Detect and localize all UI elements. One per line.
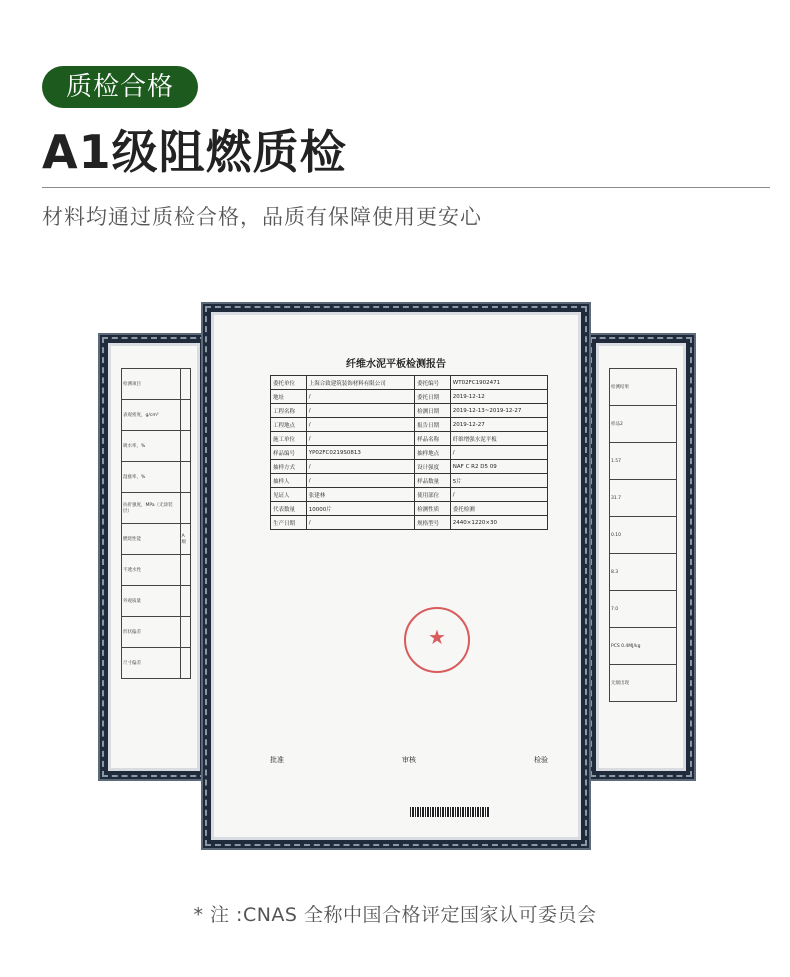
signature-inspect: 检验 [534, 756, 548, 764]
report-cell: 设计强度 [415, 460, 451, 474]
report-cell: 检测性质 [415, 502, 451, 516]
report-cell: 检测日期 [415, 404, 451, 418]
side-right-cell: 0.10 [610, 517, 677, 554]
report-row [271, 488, 548, 502]
side-right-cell: 无烟出现 [610, 665, 677, 702]
divider [42, 187, 770, 188]
side-left-row [122, 369, 191, 400]
signature-approve: 批准 [270, 756, 284, 764]
report-cell: 样品数量 [415, 474, 451, 488]
signature-review: 审核 [402, 756, 416, 764]
report-row [271, 418, 548, 432]
report-cell: / [306, 432, 414, 446]
report-cell: / [306, 418, 414, 432]
certificate-left [98, 333, 210, 781]
report-cell: 样品名称 [415, 432, 451, 446]
report-cell: / [450, 446, 547, 460]
report-cell: 抽样地点 [415, 446, 451, 460]
side-right-row [610, 406, 677, 443]
report-title: 纤维水泥平板检测报告 [346, 359, 446, 370]
certificate-main-paper [211, 312, 581, 840]
report-cell: / [450, 488, 547, 502]
red-seal-stamp [404, 607, 470, 673]
side-left-value-cell [180, 462, 190, 493]
report-row [271, 376, 548, 390]
side-left-cell: 尺寸偏差 [122, 648, 181, 679]
side-left-row [122, 648, 191, 679]
page-subtitle: 材料均通过质检合格，品质有保障使用更安心 [42, 205, 482, 229]
report-cell: 施工单位 [271, 432, 307, 446]
report-cell: 10000片 [306, 502, 414, 516]
side-left-cell: 吸水率，% [122, 431, 181, 462]
report-row [271, 390, 548, 404]
side-left-row [122, 400, 191, 431]
side-left-row [122, 431, 191, 462]
report-cell: 委托检测 [450, 502, 547, 516]
side-left-value-cell [180, 400, 190, 431]
side-left-value-cell [180, 586, 190, 617]
side-right-row [610, 665, 677, 702]
side-left-cell: 外观质量 [122, 586, 181, 617]
report-row [271, 446, 548, 460]
side-right-row [610, 591, 677, 628]
report-cell: 样品编号 [271, 446, 307, 460]
side-left-value-cell [180, 369, 190, 400]
report-cell: 委托编号 [415, 376, 451, 390]
report-cell: 纤维增强水泥平板 [450, 432, 547, 446]
report-cell: 2019-12-12 [450, 390, 547, 404]
side-right-row [610, 443, 677, 480]
side-left-value-cell [180, 431, 190, 462]
report-cell: 2019-12-13~2019-12-27 [450, 404, 547, 418]
report-row [271, 404, 548, 418]
side-left-cell: 形状偏差 [122, 617, 181, 648]
signature-row [270, 755, 548, 765]
side-left-cell: 抗折强度，MPa（无涂装层） [122, 493, 181, 524]
side-left-value-cell [180, 555, 190, 586]
side-right-cell: 8.3 [610, 554, 677, 591]
side-right-cell: 1.57 [610, 443, 677, 480]
report-row [271, 474, 548, 488]
quality-badge: 质检合格 [42, 66, 198, 108]
side-right-cell: 7.0 [610, 591, 677, 628]
page-title: A1级阻燃质检 [42, 125, 347, 179]
report-cell: 2440×1220×30 [450, 516, 547, 530]
report-cell: NAF C R2 D5 09 [450, 460, 547, 474]
report-cell: 规格型号 [415, 516, 451, 530]
report-cell: / [306, 390, 414, 404]
certificate-left-paper [108, 343, 200, 771]
side-right-row [610, 480, 677, 517]
side-left-row [122, 493, 191, 524]
side-right-row [610, 554, 677, 591]
side-left-cell: 检测项目 [122, 369, 181, 400]
certificate-right-table [609, 368, 677, 702]
report-cell: / [306, 516, 414, 530]
report-cell: 5片 [450, 474, 547, 488]
report-row [271, 460, 548, 474]
certificate-main [201, 302, 591, 850]
report-cell: / [306, 474, 414, 488]
report-cell: / [306, 404, 414, 418]
side-left-row [122, 617, 191, 648]
report-cell: 代表数量 [271, 502, 307, 516]
side-left-row [122, 555, 191, 586]
side-left-value-cell [180, 648, 190, 679]
side-left-cell: 湿涨率，% [122, 462, 181, 493]
side-left-value-cell [180, 493, 190, 524]
certificate-right [586, 333, 696, 781]
report-cell: YP02FC0219S0813 [306, 446, 414, 460]
report-row [271, 516, 548, 530]
report-cell: 抽样人 [271, 474, 307, 488]
side-right-row [610, 369, 677, 406]
report-cell: WT02FC1902471 [450, 376, 547, 390]
side-left-row [122, 524, 191, 555]
side-left-value-cell [180, 617, 190, 648]
report-cell: 使用部位 [415, 488, 451, 502]
report-row [271, 432, 548, 446]
side-right-row [610, 517, 677, 554]
side-right-row [610, 628, 677, 665]
side-left-row [122, 586, 191, 617]
report-cell: 报告日期 [415, 418, 451, 432]
report-cell: 张建林 [306, 488, 414, 502]
certificate-left-table [121, 368, 191, 679]
side-right-cell: 样品2 [610, 406, 677, 443]
side-right-cell: PCS 0.4MJ/kg [610, 628, 677, 665]
footnote: * 注 :CNAS 全称中国合格评定国家认可委员会 [193, 904, 597, 926]
side-left-cell: 燃烧性能 [122, 524, 181, 555]
side-right-cell: 31.7 [610, 480, 677, 517]
report-cell: 生产日期 [271, 516, 307, 530]
certificate-right-paper [596, 343, 686, 771]
report-cell: 地址 [271, 390, 307, 404]
report-cell: 工程名称 [271, 404, 307, 418]
report-cell: 见证人 [271, 488, 307, 502]
report-cell: 2019-12-27 [450, 418, 547, 432]
report-cell: 抽样方式 [271, 460, 307, 474]
side-left-row [122, 462, 191, 493]
side-left-value-cell: A级 [180, 524, 190, 555]
report-table [270, 375, 548, 530]
report-cell: 工程地点 [271, 418, 307, 432]
report-cell: 上海合致建筑装饰材料有限公司 [306, 376, 414, 390]
side-right-cell: 检测结果 [610, 369, 677, 406]
barcode [410, 807, 490, 817]
report-cell: / [306, 460, 414, 474]
side-left-cell: 不透水性 [122, 555, 181, 586]
report-cell: 委托单位 [271, 376, 307, 390]
report-cell: 委托日期 [415, 390, 451, 404]
side-left-cell: 表观密度，g/cm³ [122, 400, 181, 431]
report-row [271, 502, 548, 516]
